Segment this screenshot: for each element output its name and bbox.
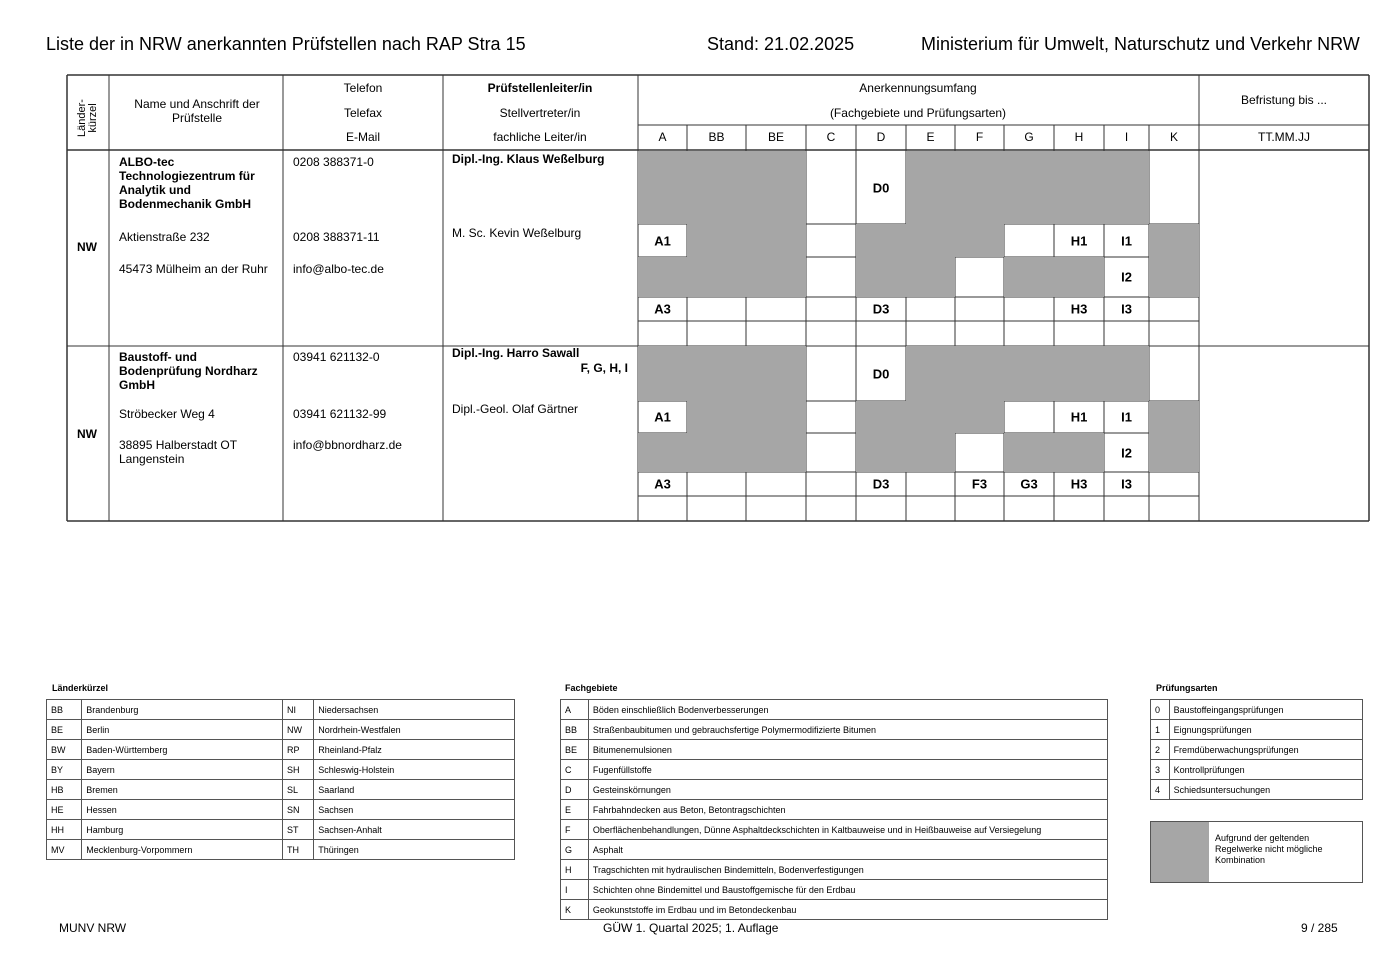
matrix-cell-gray [955, 151, 1004, 224]
matrix-cell-gray [638, 257, 687, 297]
legend-cell: HH [47, 820, 82, 840]
legend-row [47, 760, 515, 780]
page-number: 9 / 285 [1301, 921, 1338, 935]
matrix-cell-gray [856, 433, 906, 472]
matrix-cell-gray [1004, 346, 1054, 401]
legend-cell: Brandenburg [82, 700, 283, 720]
legend-cell: Baden-Württemberg [82, 740, 283, 760]
legend-row [1151, 780, 1363, 800]
legend-row [47, 840, 515, 860]
matrix-cell-gray [638, 346, 687, 401]
entry-city: 45473 Mülheim an der Ruhr [119, 262, 268, 276]
matrix-cell-gray [906, 224, 955, 257]
legend-cell: Asphalt [588, 840, 1107, 860]
legend-row [561, 860, 1108, 880]
legend-cell: K [561, 900, 589, 920]
matrix-cell-gray [1054, 433, 1104, 472]
legend-row [561, 740, 1108, 760]
legend-cell: BE [561, 740, 589, 760]
legend-cell: Gesteinskörnungen [588, 780, 1107, 800]
matrix-cell-gray [687, 346, 746, 401]
legend-cell: 0 [1151, 700, 1170, 720]
entry-telefon: 03941 621132-0 [293, 350, 380, 364]
entry-telefax: 0208 388371-11 [293, 230, 380, 244]
matrix-cell-gray [1149, 433, 1199, 472]
matrix-cell-gray [746, 433, 806, 472]
matrix-cell-gray [1149, 401, 1199, 433]
legend-cell: Schleswig-Holstein [314, 760, 515, 780]
legend-cell: Saarland [314, 780, 515, 800]
matrix-cell-gray [746, 151, 806, 224]
matrix-code: H1 [1070, 409, 1088, 425]
gray-legend-box [1150, 821, 1363, 883]
matrix-code: I2 [1121, 445, 1132, 460]
matrix-cell-gray [1104, 346, 1149, 401]
entry-email[interactable]: info@bbnordharz.de [293, 438, 402, 452]
matrix-code: H1 [1070, 233, 1088, 248]
legend-cell: H [561, 860, 589, 880]
telefax-header: Telefax [343, 106, 383, 120]
legend-cell: I [561, 880, 589, 900]
legend-cell: HE [47, 800, 82, 820]
matrix-column-header: D [876, 130, 886, 144]
legend-cell: Schichten ohne Bindemittel und Baustoffgemische für den Erdbau [588, 880, 1107, 900]
matrix-code: D3 [872, 301, 890, 317]
matrix-cell-gray [687, 151, 746, 224]
matrix-cell-gray [638, 151, 687, 224]
matrix-column-header: G [1024, 130, 1034, 144]
leiter-header: Prüfstellenleiter/in [487, 81, 593, 95]
legend-row [561, 700, 1108, 720]
legend-cell: NI [283, 700, 314, 720]
matrix-cell-gray [1054, 151, 1104, 224]
legend-cell: BW [47, 740, 82, 760]
legend-cell: TH [283, 840, 314, 860]
matrix-column-header: C [826, 130, 836, 144]
gray-swatch [1151, 822, 1209, 882]
legend-row [47, 800, 515, 820]
matrix-code: I2 [1121, 269, 1132, 285]
legend-cell: 4 [1151, 780, 1170, 800]
legend-cell: ST [283, 820, 314, 840]
laender-header: Länder-kürzel [76, 99, 99, 137]
legend-row [561, 820, 1108, 840]
matrix-code: D3 [872, 476, 890, 492]
matrix-code: F3 [971, 476, 988, 492]
entry-land: NW [77, 427, 97, 441]
entry-stellv: Dipl.-Geol. Olaf Gärtner [452, 402, 579, 416]
legend-row [561, 840, 1108, 860]
legend-cell: Baustoffeingangsprüfungen [1169, 700, 1362, 720]
legend-cell: Rheinland-Pfalz [314, 740, 515, 760]
legend-cell: Niedersachsen [314, 700, 515, 720]
matrix-cell-gray [1004, 433, 1054, 472]
matrix-code: A3 [654, 476, 671, 492]
matrix-cell-gray [687, 433, 746, 472]
telefon-header: Telefon [343, 81, 383, 95]
legend-row [561, 880, 1108, 900]
stellv-header: Stellvertreter/in [499, 106, 581, 120]
legend-row [1151, 720, 1363, 740]
legend-cell: F [561, 820, 589, 840]
legend-cell: 1 [1151, 720, 1170, 740]
matrix-column-header: H [1074, 130, 1084, 144]
legend-cell: Thüringen [314, 840, 515, 860]
legend-cell: Geokunststoffe im Erdbau und im Betondeckenbau [588, 900, 1107, 920]
legend-cell: Bitumenemulsionen [588, 740, 1107, 760]
matrix-cell-gray [856, 257, 906, 297]
entry-telefon: 0208 388371-0 [293, 155, 374, 169]
datum-format: TT.MM.JJ [1258, 130, 1310, 144]
legend-cell: Berlin [82, 720, 283, 740]
matrix-column-header: K [1169, 130, 1178, 144]
matrix-cell-gray [1054, 346, 1104, 401]
legend-row [561, 800, 1108, 820]
legend-arten-title: Prüfungsarten [1156, 683, 1218, 693]
matrix-cell-gray [746, 346, 806, 401]
matrix-column-header: F [975, 130, 984, 144]
matrix-code: D0 [872, 180, 890, 195]
entry-leiter: Dipl.-Ing. Klaus Weßelburg [452, 152, 605, 166]
matrix-cell-gray [687, 224, 746, 257]
legend-row [1151, 760, 1363, 780]
matrix-code: I1 [1121, 409, 1132, 425]
matrix-code: A3 [654, 301, 671, 317]
matrix-cell-gray [955, 224, 1004, 257]
ministry-name: Ministerium für Umwelt, Naturschutz und Verkehr NRW [921, 34, 1360, 54]
legend-cell: Kontrollprüfungen [1169, 760, 1362, 780]
legend-cell: D [561, 780, 589, 800]
legend-row [1151, 700, 1363, 720]
legend-arten-table [1150, 699, 1363, 800]
matrix-cell-gray [1149, 224, 1199, 257]
matrix-column-header: BE [767, 130, 784, 144]
matrix-code: D0 [872, 366, 890, 381]
legend-cell: BE [47, 720, 82, 740]
legend-cell: Bremen [82, 780, 283, 800]
legend-cell: SL [283, 780, 314, 800]
matrix-column-header: E [926, 130, 935, 144]
legend-cell: Sachsen-Anhalt [314, 820, 515, 840]
legend-row [47, 700, 515, 720]
name-header: Name und Anschrift der Prüfstelle [134, 97, 260, 125]
legend-cell: 3 [1151, 760, 1170, 780]
matrix-cell-gray [746, 401, 806, 433]
entry-land: NW [77, 240, 97, 254]
legend-cell: Böden einschließlich Bodenverbesserungen [588, 700, 1107, 720]
legend-cell: Mecklenburg-Vorpommern [82, 840, 283, 860]
legend-cell: Bayern [82, 760, 283, 780]
matrix-cell-gray [906, 433, 955, 472]
fachlich-header: fachliche Leiter/in [493, 130, 587, 144]
matrix-cell-gray [1054, 257, 1104, 297]
matrix-code: A1 [654, 409, 671, 425]
legend-row [1151, 740, 1363, 760]
matrix-cell-gray [1104, 151, 1149, 224]
entry-email[interactable]: info@albo-tec.de [293, 262, 384, 276]
legend-cell: Fugenfüllstoffe [588, 760, 1107, 780]
footer-left: MUNV NRW [59, 921, 127, 935]
matrix-cell-gray [856, 401, 906, 433]
legend-cell: A [561, 700, 589, 720]
fachgebiete-arten-header: (Fachgebiete und Prüfungsarten) [829, 106, 1007, 120]
matrix-cell-gray [955, 401, 1004, 433]
legend-cell: NW [283, 720, 314, 740]
matrix-cell-gray [906, 346, 955, 401]
email-header: E-Mail [345, 130, 380, 144]
legend-row [47, 720, 515, 740]
matrix-cell-gray [1149, 257, 1199, 297]
anerkennung-header: Anerkennungsumfang [859, 81, 977, 95]
legend-cell: Sachsen [314, 800, 515, 820]
matrix-cell-gray [955, 346, 1004, 401]
matrix-cell-gray [906, 257, 955, 297]
matrix-code: I3 [1121, 476, 1132, 492]
matrix-column-header: BB [708, 130, 725, 144]
footer-center: GÜW 1. Quartal 2025; 1. Auflage [603, 921, 779, 935]
legend-row [47, 740, 515, 760]
matrix-code: H3 [1070, 301, 1088, 317]
legend-fach-table [560, 699, 1108, 920]
legend-cell: Hessen [82, 800, 283, 820]
legend-row [561, 720, 1108, 740]
entry-leiter: Dipl.-Ing. Harro Sawall [452, 346, 580, 360]
legend-cell: Eignungsprüfungen [1169, 720, 1362, 740]
legend-cell: HB [47, 780, 82, 800]
stand-date: Stand: 21.02.2025 [707, 34, 855, 54]
matrix-code: H3 [1070, 476, 1088, 492]
gray-legend-note: Aufgrund der geltenden Regelwerke nicht mögliche Kombination [1215, 833, 1323, 865]
legend-row [561, 780, 1108, 800]
legend-cell: BB [561, 720, 589, 740]
legend-cell: BB [47, 700, 82, 720]
matrix-column-header: I [1124, 130, 1129, 144]
legend-row [561, 900, 1108, 920]
legend-cell: Nordrhein-Westfalen [314, 720, 515, 740]
matrix-cell-gray [638, 433, 687, 472]
legend-row [561, 760, 1108, 780]
document-title: Liste der in NRW anerkannten Prüfstellen nach RAP Stra 15 [46, 34, 526, 54]
legend-cell: Schiedsuntersuchungen [1169, 780, 1362, 800]
legend-cell: E [561, 800, 589, 820]
legend-row [47, 780, 515, 800]
matrix-cell-gray [906, 151, 955, 224]
legend-cell: Hamburg [82, 820, 283, 840]
entry-telefax: 03941 621132-99 [293, 407, 387, 421]
matrix-cell-gray [1004, 151, 1054, 224]
legend-cell: SN [283, 800, 314, 820]
matrix-cell-gray [746, 224, 806, 257]
legend-cell: MV [47, 840, 82, 860]
matrix-cell-gray [856, 224, 906, 257]
entry-stellv: M. Sc. Kevin Weßelburg [452, 226, 582, 240]
matrix-cell-gray [687, 257, 746, 297]
legend-fach-title: Fachgebiete [565, 683, 618, 693]
entry-leiter-note: F, G, H, I [580, 361, 628, 375]
legend-laender-title: Länderkürzel [52, 683, 109, 693]
entry-name: ALBO-tec Technologiezentrum für Analytik und Bodenmechanik GmbH [119, 155, 255, 211]
matrix-cell-gray [687, 401, 746, 433]
matrix-code: I3 [1121, 301, 1132, 317]
legend-laender-table [46, 699, 515, 860]
befristung-header: Befristung bis ... [1240, 93, 1328, 107]
matrix-column-header: A [658, 130, 667, 144]
legend-cell: Tragschichten mit hydraulischen Bindemitteln, Bodenverfestigungen [588, 860, 1107, 880]
matrix-code: A1 [654, 233, 671, 248]
legend-cell: RP [283, 740, 314, 760]
legend-cell: SH [283, 760, 314, 780]
legend-cell: Oberflächenbehandlungen, Dünne Asphaltdeckschichten in Kaltbauweise und in Heißbauweise auf Versiegelung [588, 820, 1107, 840]
matrix-code: I1 [1121, 233, 1132, 248]
matrix-cell-gray [906, 401, 955, 433]
entry-street: Ströbecker Weg 4 [119, 407, 215, 421]
matrix-cell-gray [1004, 257, 1054, 297]
legend-cell: 2 [1151, 740, 1170, 760]
entry-street: Aktienstraße 232 [119, 230, 210, 244]
legend-cell: C [561, 760, 589, 780]
legend-cell: BY [47, 760, 82, 780]
legend-cell: Fahrbahndecken aus Beton, Betontragschichten [588, 800, 1107, 820]
matrix-cell-gray [746, 257, 806, 297]
entry-name: Baustoff- und Bodenprüfung Nordharz GmbH [119, 350, 258, 392]
matrix-code: G3 [1020, 476, 1038, 492]
legend-cell: Straßenbaubitumen und gebrauchsfertige Polymermodifizierte Bitumen [588, 720, 1107, 740]
entry-city: 38895 Halberstadt OT Langenstein [119, 438, 237, 466]
legend-cell: G [561, 840, 589, 860]
legend-cell: Fremdüberwachungsprüfungen [1169, 740, 1362, 760]
legend-row [47, 820, 515, 840]
